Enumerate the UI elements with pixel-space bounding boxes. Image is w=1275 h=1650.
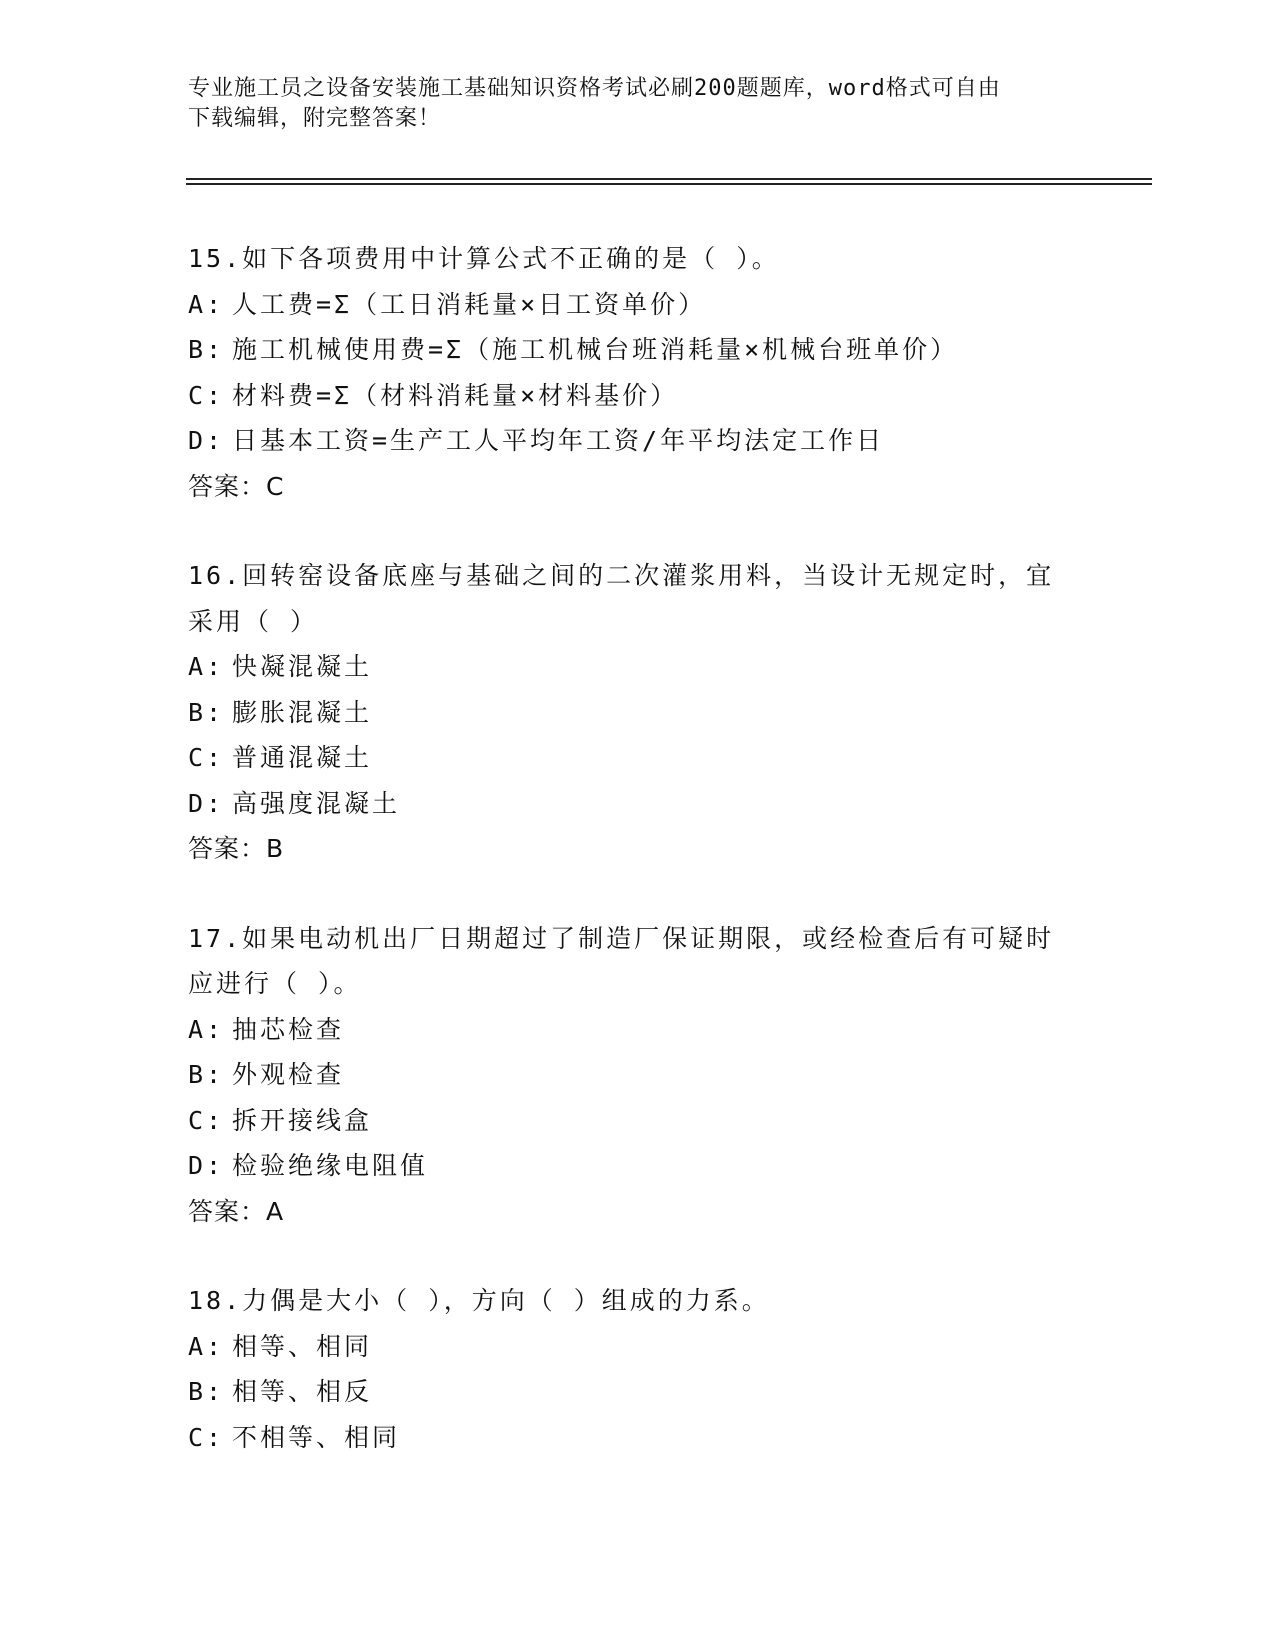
question-text: 15.如下各项费用中计算公式不正确的是（ ）。 xyxy=(188,244,780,273)
option-key: A: xyxy=(188,652,225,681)
question-block xyxy=(188,553,1088,872)
option-text: 快凝混凝土 xyxy=(232,652,373,681)
option-key: A: xyxy=(188,1331,225,1361)
answer-option xyxy=(188,1415,1088,1461)
option-text: 相等、相同 xyxy=(232,1331,373,1361)
answer-option xyxy=(188,1098,1088,1144)
question-text: 18.力偶是大小（ ），方向（ ）组成的力系。 xyxy=(188,1286,770,1315)
answer-option xyxy=(188,1369,1088,1415)
option-text: 抽芯检查 xyxy=(232,1014,345,1044)
header-divider-top xyxy=(186,178,1152,180)
option-key: B: xyxy=(188,1377,225,1406)
option-key: B: xyxy=(188,1060,225,1089)
option-key: D: xyxy=(188,788,225,818)
answer-option xyxy=(188,282,1088,328)
header-divider-bottom xyxy=(186,183,1152,185)
question-text: 16.回转窑设备底座与基础之间的二次灌浆用料，当设计无规定时，宜 xyxy=(188,561,1055,590)
answer-option xyxy=(188,781,1088,827)
option-key: A: xyxy=(188,289,225,319)
option-text: 拆开接线盒 xyxy=(232,1105,373,1135)
question-block xyxy=(188,916,1088,1235)
option-key: C: xyxy=(188,1105,225,1135)
option-text: 高强度混凝土 xyxy=(232,788,401,818)
answer-option xyxy=(188,735,1088,781)
answer-key: 答案：A xyxy=(188,1196,285,1226)
header-line-1: 专业施工员之设备安装施工基础知识资格考试必刷200题题库，word格式可自由 xyxy=(188,76,1001,101)
answer-option xyxy=(188,327,1088,373)
option-text: 日基本工资=生产工人平均年工资/年平均法定工作日 xyxy=(232,426,885,455)
option-key: B: xyxy=(188,697,225,727)
option-key: C: xyxy=(188,743,225,772)
answer-key: 答案：C xyxy=(188,471,285,501)
document-header xyxy=(188,74,1088,134)
answer-option xyxy=(188,373,1088,419)
header-line-2: 下载编辑，附完整答案！ xyxy=(188,106,442,131)
option-key: B: xyxy=(188,335,225,364)
answer-option xyxy=(188,418,1088,464)
option-text: 施工机械使用费=Σ（施工机械台班消耗量×机械台班单价） xyxy=(232,335,959,364)
question-block xyxy=(188,236,1088,509)
answer-option xyxy=(188,1052,1088,1098)
question-text: 采用（ ） xyxy=(188,606,319,636)
option-key: C: xyxy=(188,1422,225,1452)
option-text: 不相等、相同 xyxy=(232,1422,401,1452)
option-text: 材料费=Σ（材料消耗量×材料基价） xyxy=(232,380,679,410)
option-text: 外观检查 xyxy=(232,1060,345,1089)
answer-key: 答案：B xyxy=(188,834,285,863)
option-text: 检验绝缘电阻值 xyxy=(232,1151,429,1180)
question-text: 17.如果电动机出厂日期超过了制造厂保证期限，或经检查后有可疑时 xyxy=(188,923,1055,953)
option-text: 相等、相反 xyxy=(232,1377,373,1406)
option-key: C: xyxy=(188,380,225,410)
answer-option xyxy=(188,1324,1088,1370)
option-key: D: xyxy=(188,426,225,455)
question-block xyxy=(188,1278,1088,1460)
option-key: A: xyxy=(188,1014,225,1044)
option-key: D: xyxy=(188,1151,225,1180)
answer-option xyxy=(188,690,1088,736)
answer-option xyxy=(188,644,1088,690)
question-list xyxy=(188,236,1088,1504)
option-text: 膨胀混凝土 xyxy=(232,697,373,727)
question-text: 应进行（ ）。 xyxy=(188,969,362,998)
answer-option xyxy=(188,1007,1088,1053)
option-text: 人工费=Σ（工日消耗量×日工资单价） xyxy=(232,289,707,319)
answer-option xyxy=(188,1143,1088,1189)
option-text: 普通混凝土 xyxy=(232,743,373,772)
